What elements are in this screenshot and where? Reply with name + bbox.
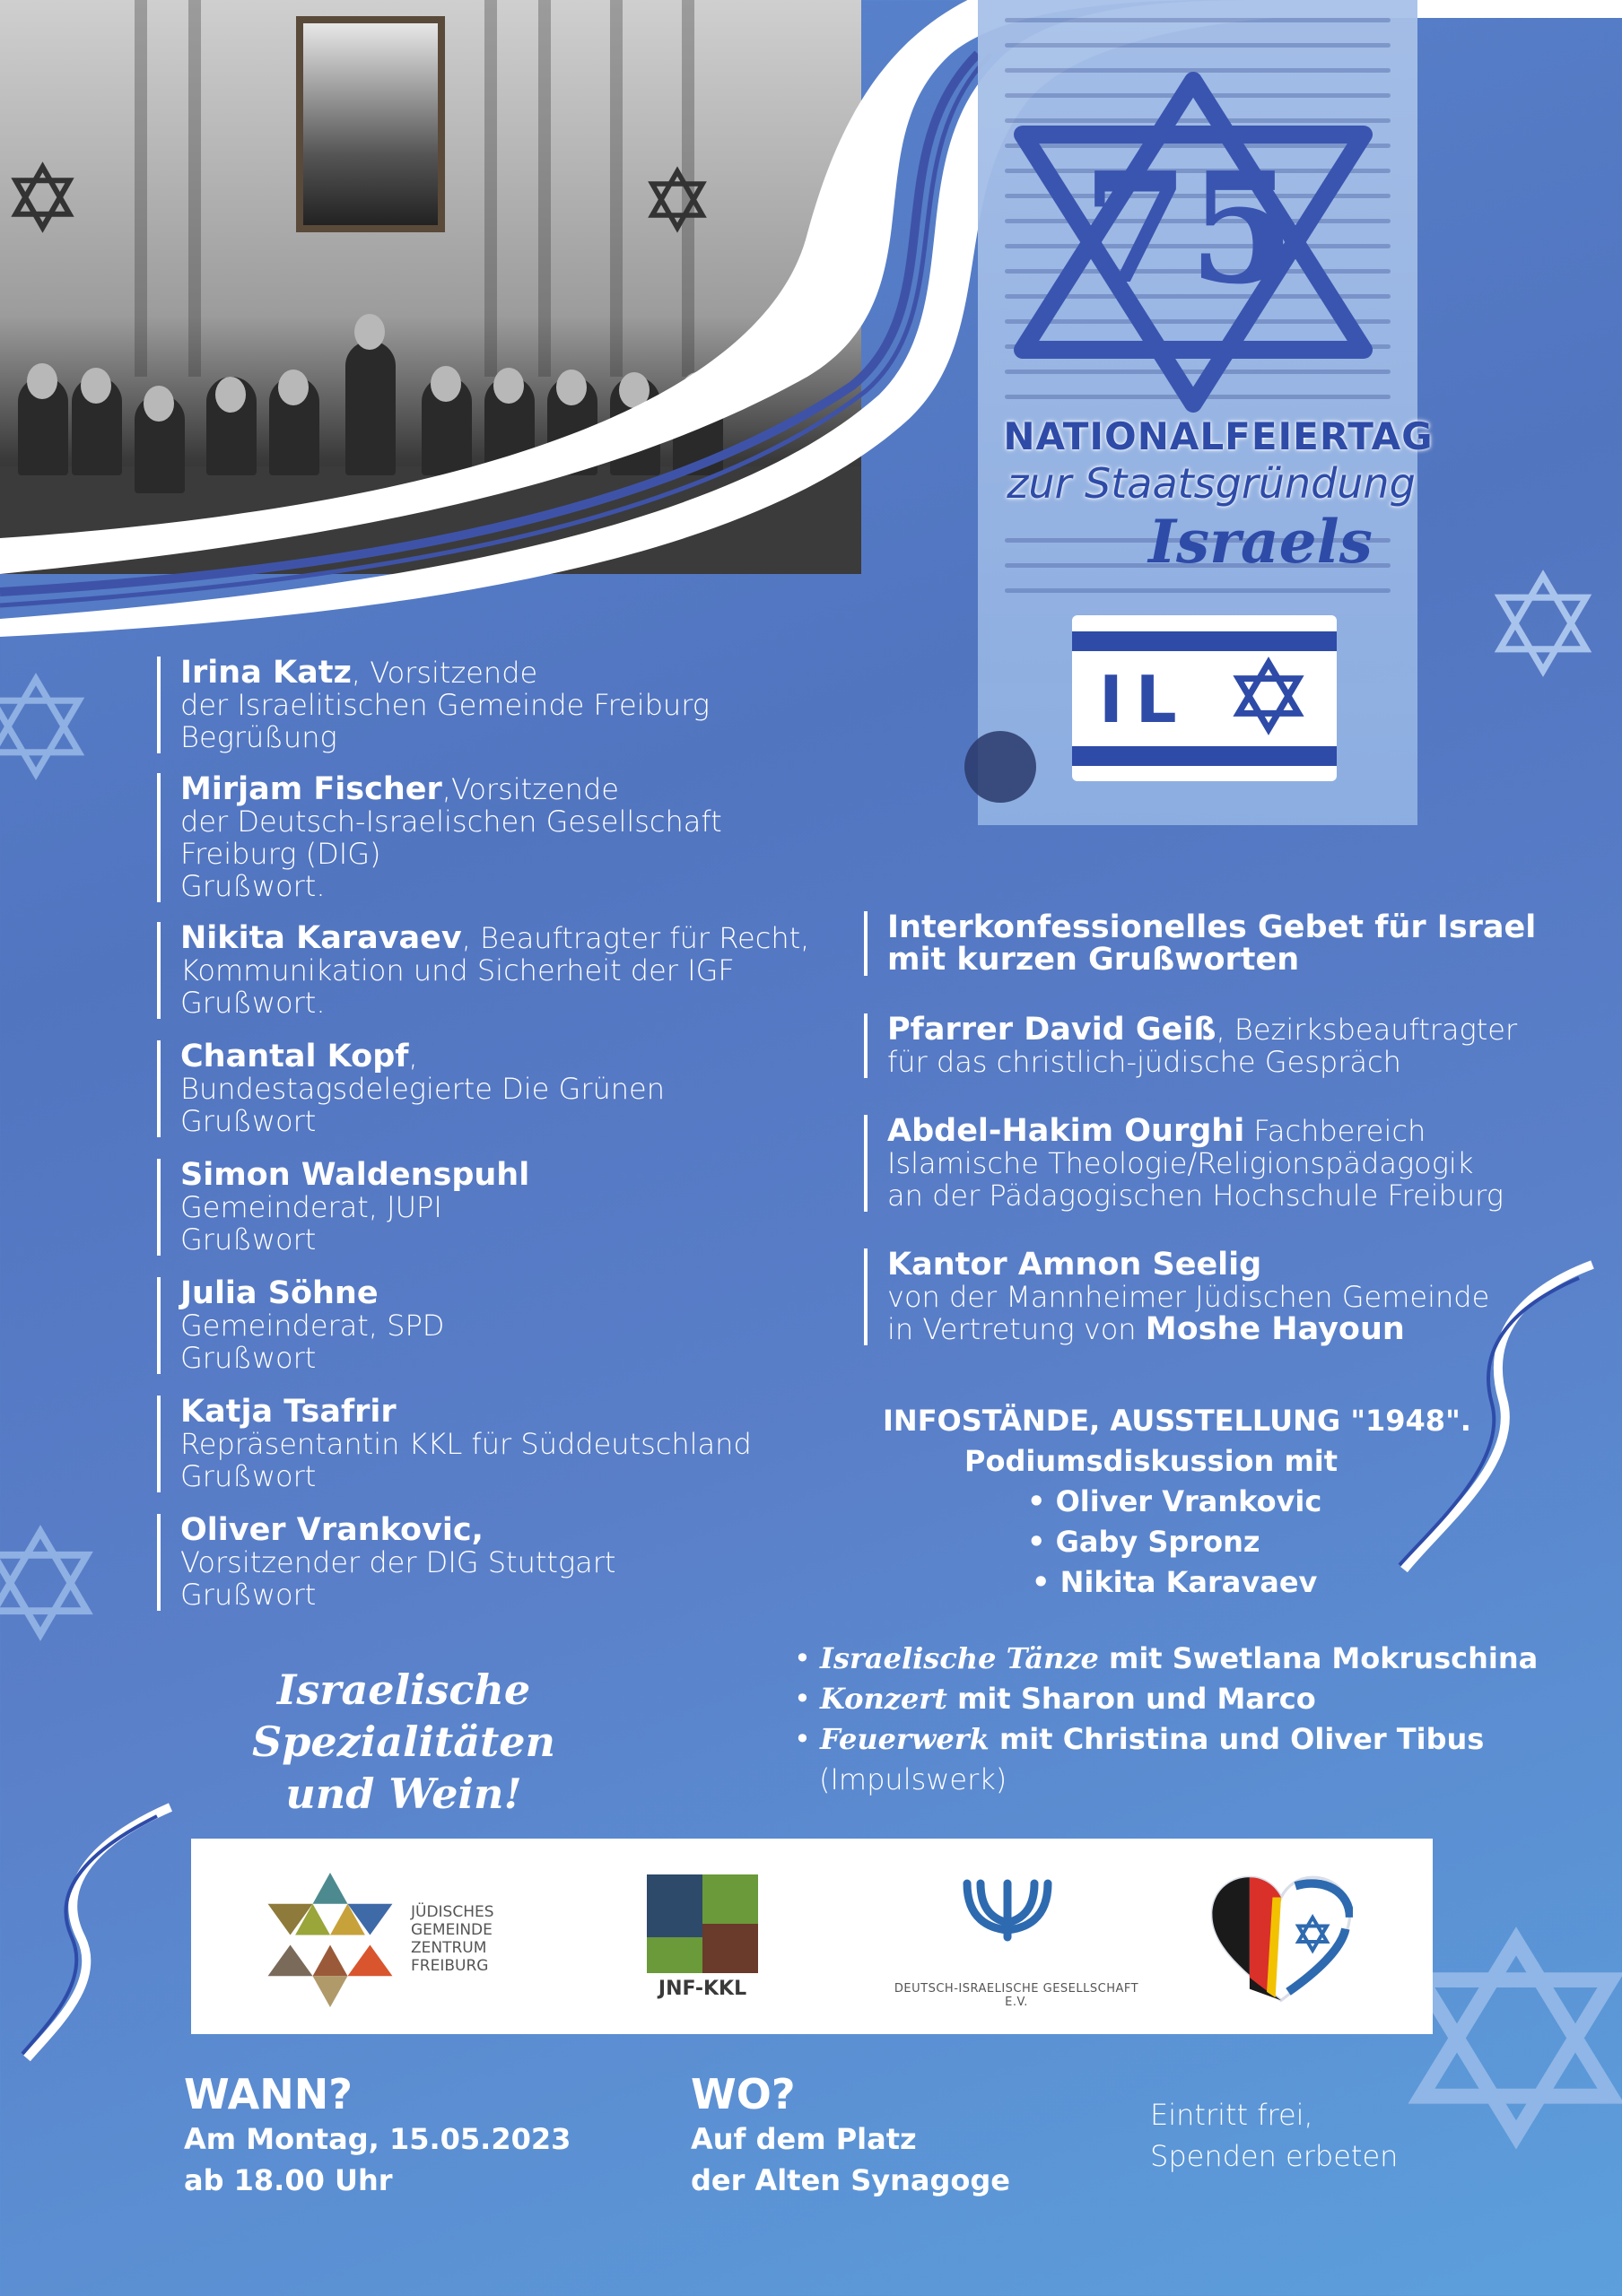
speaker-name: Katja Tsafrir: [180, 1394, 397, 1430]
speaker-name: Oliver Vrankovic,: [180, 1512, 484, 1548]
speaker-name: Chantal Kopf: [180, 1039, 409, 1074]
prayer-speaker-entry: [864, 1115, 1587, 1212]
speaker-role: Bundestagsdelegierte Die Grünen: [180, 1072, 666, 1106]
speaker-role: , Vorsitzende: [351, 656, 538, 690]
speaker-entry: [157, 773, 826, 902]
speaker-role: an der Pädagogischen Hochschule Freiburg: [887, 1178, 1504, 1213]
holiday-subtitle: zur Staatsgründung: [1007, 459, 1416, 508]
jgz-logo-line: ZENTRUM: [411, 1939, 487, 1957]
speaker-name: Mirjam Fischer: [180, 771, 442, 807]
jnf-logo-text: JNF-KKL: [658, 1978, 747, 2000]
speaker-role: in Vertretung von: [887, 1312, 1146, 1346]
admission-note: [1150, 2094, 1398, 2177]
jgz-logo-text: [411, 1903, 494, 1975]
prayer-speaker-entry: [864, 1013, 1569, 1078]
panelist-item: • Gaby Spronz: [1027, 1525, 1260, 1559]
panelist-name: Oliver Vrankovic: [1055, 1484, 1322, 1518]
ribbon-decoration: [18, 1803, 179, 2063]
speaker-role: ,: [408, 1039, 418, 1074]
entertainment-list: [794, 1639, 1601, 1800]
entertainment-item: • Feuerwerk mit Christina und Oliver Tibus: [794, 1722, 1485, 1756]
when-time: ab 18.00 Uhr: [184, 2163, 393, 2197]
speaker-role: Vorsitzender der DIG Stuttgart: [180, 1545, 616, 1579]
entertainment-highlight: Israelische Tänze: [820, 1641, 1099, 1675]
info-heading: INFOSTÄNDE, AUSSTELLUNG "1948".: [883, 1404, 1471, 1438]
sponsor-logo-bar: [191, 1839, 1433, 2034]
speaker-entry: [157, 1040, 826, 1137]
speaker-name: Kantor Amnon Seelig: [887, 1247, 1262, 1283]
speaker-topic: Grußwort: [180, 1578, 317, 1612]
speaker-name: Irina Katz: [180, 655, 352, 691]
admission-line: Eintritt frei,: [1150, 2098, 1313, 2132]
speaker-topic: Grußwort: [180, 1341, 317, 1375]
speaker-role: der Israelitischen Gemeinde Freiburg: [180, 688, 710, 722]
star-outline-icon: [1489, 570, 1597, 677]
speaker-topic: Begrüßung: [180, 720, 337, 754]
speaker-role: Islamische Theologie/Religionspädagogik: [887, 1146, 1474, 1180]
prayer-title: [864, 911, 1551, 976]
speaker-topic: Grußwort: [180, 1222, 317, 1257]
speaker-entry: [157, 657, 826, 753]
star-outline-icon: [1408, 1919, 1622, 2152]
speaker-role: ,Vorsitzende: [441, 772, 619, 806]
flag-text: IL: [1099, 662, 1190, 737]
when-block: [184, 2070, 571, 2201]
speaker-name: Julia Söhne: [180, 1275, 379, 1311]
when-date: Am Montag, 15.05.2023: [184, 2122, 571, 2156]
star-outline-icon: [0, 673, 90, 780]
specialties-heading: [126, 1664, 682, 1820]
speaker-name: Pfarrer David Geiß: [887, 1012, 1216, 1048]
jgz-logo-line: FREIBURG: [411, 1957, 489, 1975]
menorah-logo-icon: [954, 1874, 1061, 1946]
prayer-speaker-entry: [864, 1248, 1587, 1345]
star-outline-icon: [0, 1525, 99, 1641]
panelist-name: Nikita Karavaev: [1060, 1565, 1318, 1599]
jgz-logo-line: JÜDISCHES: [411, 1903, 494, 1921]
speaker-entry: [157, 1396, 826, 1492]
speaker-role: für das christlich-jüdische Gespräch: [887, 1045, 1401, 1079]
entertainment-note: (Impulswerk): [819, 1762, 1007, 1796]
specialties-line: Israelische Spezialitäten: [251, 1665, 555, 1766]
entertainment-detail: mit Christina und Oliver Tibus: [989, 1722, 1485, 1756]
speaker-topic: Grußwort: [180, 1459, 317, 1493]
speaker-topic: Grußwort.: [180, 869, 326, 903]
speaker-role: Repräsentantin KKL für Süddeutschland: [180, 1427, 752, 1461]
where-block: [691, 2070, 1010, 2201]
speaker-name: Nikita Karavaev: [180, 920, 462, 956]
entertainment-highlight: Konzert: [820, 1682, 947, 1716]
where-line: Auf dem Platz: [691, 2122, 917, 2156]
speaker-role: Gemeinderat, SPD: [180, 1309, 445, 1343]
holiday-title: NATIONALFEIERTAG: [1003, 414, 1434, 458]
speaker-role: Fachbereich: [1244, 1114, 1426, 1148]
where-label: WO?: [691, 2070, 796, 2118]
speaker-role: der Deutsch-Israelischen Gesellschaft: [180, 804, 722, 839]
speaker-topic: Grußwort: [180, 1104, 317, 1138]
entertainment-item: • Israelische Tänze mit Swetlana Mokruschina: [794, 1641, 1539, 1675]
speaker-role: von der Mannheimer Jüdischen Gemeinde: [887, 1280, 1490, 1314]
wax-seal: [964, 731, 1036, 803]
representative-name: Moshe Hayoun: [1145, 1311, 1405, 1347]
panelist-name: Gaby Spronz: [1055, 1525, 1260, 1559]
speaker-role: , Bezirksbeauftragter: [1216, 1013, 1518, 1047]
where-line: der Alten Synagoge: [691, 2163, 1010, 2197]
speaker-name: Simon Waldenspuhl: [180, 1157, 530, 1193]
speaker-entry: [157, 922, 826, 1019]
admission-line: Spenden erbeten: [1150, 2139, 1399, 2173]
prayer-title-line: Interkonfessionelles Gebet für Israel: [887, 909, 1537, 945]
speaker-entry: [157, 1514, 826, 1611]
prayer-title-line: mit kurzen Grußworten: [887, 942, 1300, 978]
jgz-star-logo-icon: [267, 1873, 393, 2007]
panelist-item: • Nikita Karavaev: [1032, 1565, 1318, 1599]
jgz-logo-line: GEMEINDE: [411, 1921, 493, 1939]
anniversary-number: 75: [1082, 139, 1295, 318]
entertainment-detail: mit Sharon und Marco: [946, 1682, 1316, 1716]
speaker-topic: Grußwort.: [180, 986, 326, 1020]
speaker-role: Freiburg (DIG): [180, 837, 381, 871]
panelist-item: • Oliver Vrankovic: [1027, 1484, 1322, 1518]
speaker-name: Abdel-Hakim Ourghi: [887, 1113, 1245, 1149]
when-label: WANN?: [184, 2070, 353, 2118]
holiday-country: Israels: [1148, 507, 1373, 577]
speaker-role: Kommunikation und Sicherheit der IGF: [180, 953, 735, 987]
dig-logo-text: DEUTSCH-ISRAELISCHE GESELLSCHAFT E.V.: [894, 1982, 1139, 2009]
speaker-role: , Beauftragter für Recht,: [461, 921, 810, 955]
info-section: [861, 1401, 1507, 1603]
panel-heading: Podiumsdiskussion mit: [964, 1444, 1339, 1478]
israel-flag: [1072, 615, 1337, 781]
speaker-entry: [157, 1277, 826, 1374]
speaker-entry: [157, 1159, 826, 1256]
speaker-role: Gemeinderat, JUPI: [180, 1190, 442, 1224]
heart-flags-logo-icon: [1209, 1874, 1353, 2009]
entertainment-highlight: Feuerwerk: [820, 1722, 990, 1756]
jnf-kkl-logo-icon: [647, 1874, 758, 1973]
entertainment-detail: mit Swetlana Mokruschina: [1098, 1641, 1539, 1675]
star-of-david-icon: [1229, 657, 1308, 735]
entertainment-item: • Konzert mit Sharon und Marco: [794, 1682, 1316, 1716]
specialties-line: und Wein!: [285, 1770, 522, 1818]
